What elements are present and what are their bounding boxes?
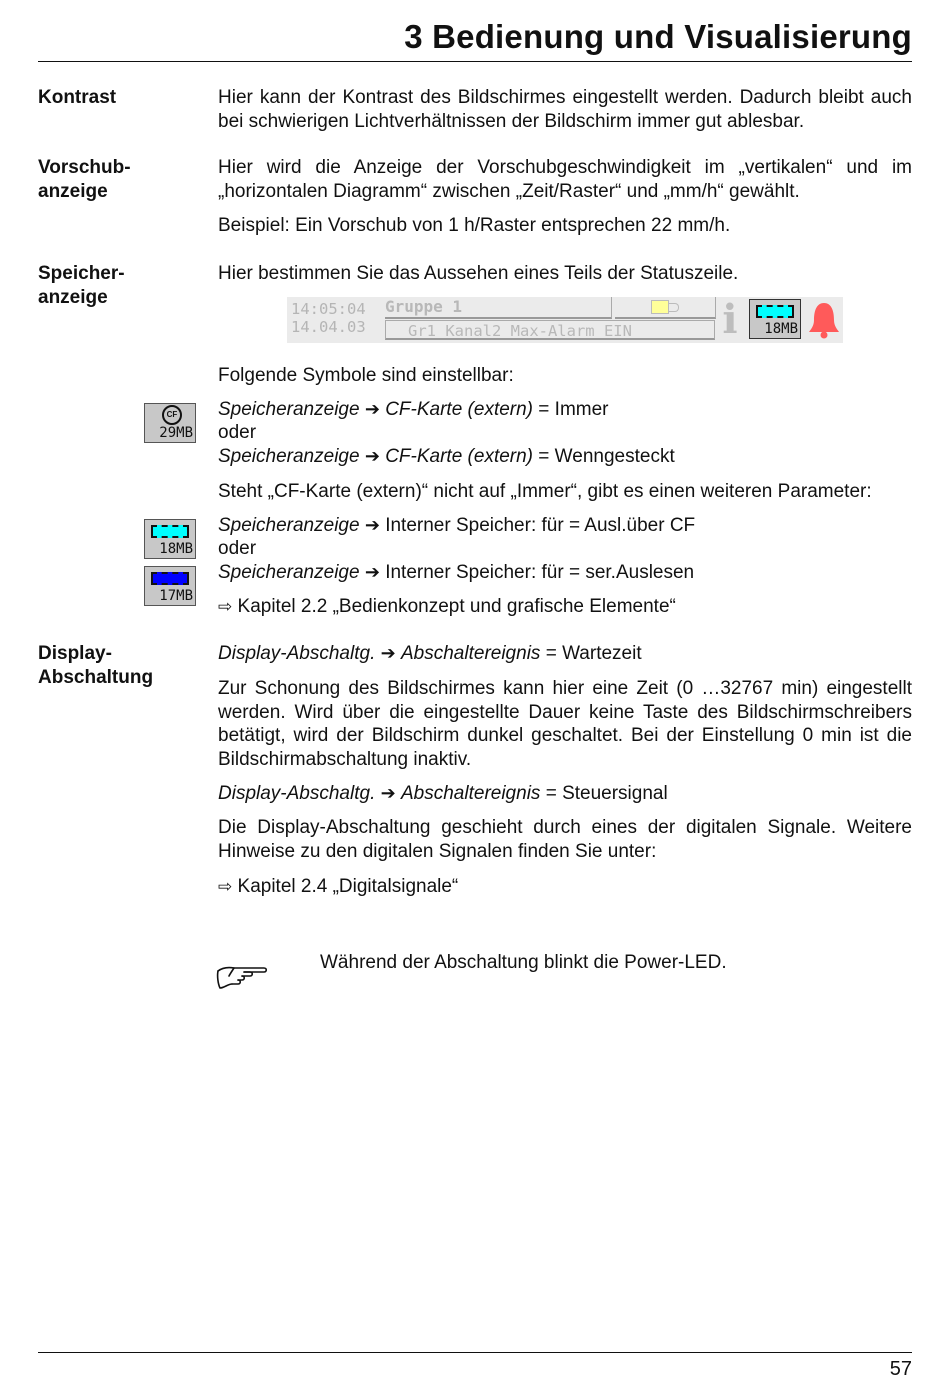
arrow-icon: ➔	[364, 399, 380, 419]
internal-option-1	[218, 514, 912, 538]
display-reference-text: Kapitel 2.4 „Digitalsignale“	[237, 876, 459, 897]
display-opt2-value: = Steuersignal	[540, 783, 668, 804]
speicher-intro: Hier bestimmen Sie das Aussehen eines Teils der Statuszeile.	[218, 263, 739, 284]
cf-card-label: 29MB	[159, 425, 193, 441]
int-opt1-value: Interner Speicher: für = Ausl.über CF	[379, 515, 696, 536]
symbols-intro: Folgende Symbole sind einstellbar:	[218, 365, 514, 386]
kontrast-text: Hier kann der Kontrast des Bildschirmes eingestellt werden. Dadurch bleibt auch bei schwierigen Lichtverhältnissen der Bildschirm immer gut ablesbar.	[218, 87, 912, 132]
reference-arrow-icon: ⇨	[218, 597, 233, 616]
display-label-line2: Abschaltung	[38, 667, 154, 688]
speicher-label	[38, 262, 125, 310]
cf-opt2-sub: CF-Karte (extern)	[385, 446, 534, 467]
display-opt1-sub: Abschaltereignis	[401, 643, 541, 664]
status-time: 14:05:04	[291, 300, 366, 318]
int-opt2-param: Speicheranzeige	[218, 562, 360, 583]
speicher-reference[interactable]	[218, 595, 912, 619]
info-icon: i	[722, 296, 738, 343]
vorschub-example: Beispiel: Ein Vorschub von 1 h/Raster entsprechen 22 mm/h.	[218, 215, 731, 236]
vorschub-label-line2: anzeige	[38, 181, 108, 202]
alarm-bell-icon	[805, 300, 843, 340]
display-para-1: Zur Schonung des Bildschirmes kann hier eine Zeit (0 …32767 min) eingestellt werden. Wird über die eingestellte Dauer keine Taste des Bildschirmschreibers betätigt, wird der Bildschirm dunkel geschaltet. Bei der Einstellung 0 min ist die Bildschirmabschaltung inaktiv.	[218, 678, 912, 770]
cf-option-1	[218, 398, 912, 422]
display-option-2	[218, 782, 912, 806]
status-alarm: Gr1 Kanal2 Max-Alarm EIN	[385, 320, 715, 340]
cf-opt2-value: = Wenngesteckt	[533, 446, 675, 467]
arrow-icon: ➔	[380, 783, 396, 803]
arrow-icon: ➔	[364, 515, 380, 535]
internal-memory-icon-cf	[144, 519, 196, 559]
int-opt2-value: Interner Speicher: für = ser.Auslesen	[379, 562, 695, 583]
arrow-icon: ➔	[364, 446, 380, 466]
page-number: 57	[889, 1358, 912, 1380]
memory-chip-icon	[756, 305, 794, 318]
display-option-1	[218, 642, 912, 666]
int-opt1-param: Speicheranzeige	[218, 515, 360, 536]
arrow-icon: ➔	[380, 643, 396, 663]
display-label	[38, 642, 153, 690]
status-group: Gruppe 1	[385, 297, 612, 319]
or-text-2: oder	[218, 538, 257, 559]
display-reference[interactable]	[218, 875, 912, 899]
vorschub-label-line1: Vorschub-	[38, 157, 131, 178]
internal-memory-label-2: 17MB	[159, 588, 193, 604]
internal-option-2	[218, 561, 912, 585]
battery-cap	[669, 303, 679, 312]
vorschub-text: Hier wird die Anzeige der Vorschubgeschwindigkeit im „vertikalen“ und im „horizontalen Diagramm“ zwischen „Zeit/Raster“ und „mm/h“ gewählt.	[218, 157, 912, 202]
cf-card-icon	[144, 403, 196, 443]
cf-glyph: CF	[162, 405, 182, 425]
status-memory-icon	[749, 299, 801, 339]
cf-option-2	[218, 445, 912, 469]
or-text-1: oder	[218, 422, 257, 443]
display-opt1-param: Display-Abschaltg.	[218, 643, 376, 664]
vorschub-label	[38, 156, 131, 204]
speicher-reference-text: Kapitel 2.2 „Bedienkonzept und grafische Elemente“	[237, 596, 676, 617]
memory-chip-icon	[151, 525, 189, 538]
status-bar-illustration	[287, 297, 843, 343]
internal-memory-label-1: 18MB	[159, 541, 193, 557]
cf-opt1-param: Speicheranzeige	[218, 399, 360, 420]
speicher-label-line2: anzeige	[38, 287, 108, 308]
memory-chip-icon	[151, 572, 189, 585]
cf-opt2-param: Speicheranzeige	[218, 446, 360, 467]
display-opt1-value: = Wartezeit	[540, 643, 642, 664]
pointing-hand-icon	[216, 962, 270, 994]
note-text: Während der Abschaltung blinkt die Power-LED.	[320, 952, 727, 973]
speicher-label-line1: Speicher-	[38, 263, 125, 284]
footer-rule	[38, 1352, 912, 1353]
steht-text: Steht „CF-Karte (extern)“ nicht auf „Immer“, gibt es einen weiteren Parameter:	[218, 481, 872, 502]
display-label-line1: Display-	[38, 643, 112, 664]
cf-opt1-sub: CF-Karte (extern)	[385, 399, 534, 420]
status-date: 14.04.03	[291, 318, 366, 336]
internal-memory-icon-serial	[144, 566, 196, 606]
display-para-2: Die Display-Abschaltung geschieht durch eines der digitalen Signale. Weitere Hinweise zu den digitalen Signalen finden Sie unter:	[218, 817, 912, 862]
chapter-title: 3 Bedienung und Visualisierung	[404, 18, 912, 55]
display-opt2-param: Display-Abschaltg.	[218, 783, 376, 804]
kontrast-label: Kontrast	[38, 87, 117, 108]
status-battery-slot	[615, 297, 716, 319]
battery-icon	[651, 300, 669, 314]
cf-opt1-value: = Immer	[533, 399, 609, 420]
reference-arrow-icon: ⇨	[218, 877, 233, 896]
arrow-icon: ➔	[364, 562, 380, 582]
status-memory-label: 18MB	[764, 321, 798, 337]
display-opt2-sub: Abschaltereignis	[401, 783, 541, 804]
header-rule	[38, 61, 912, 62]
